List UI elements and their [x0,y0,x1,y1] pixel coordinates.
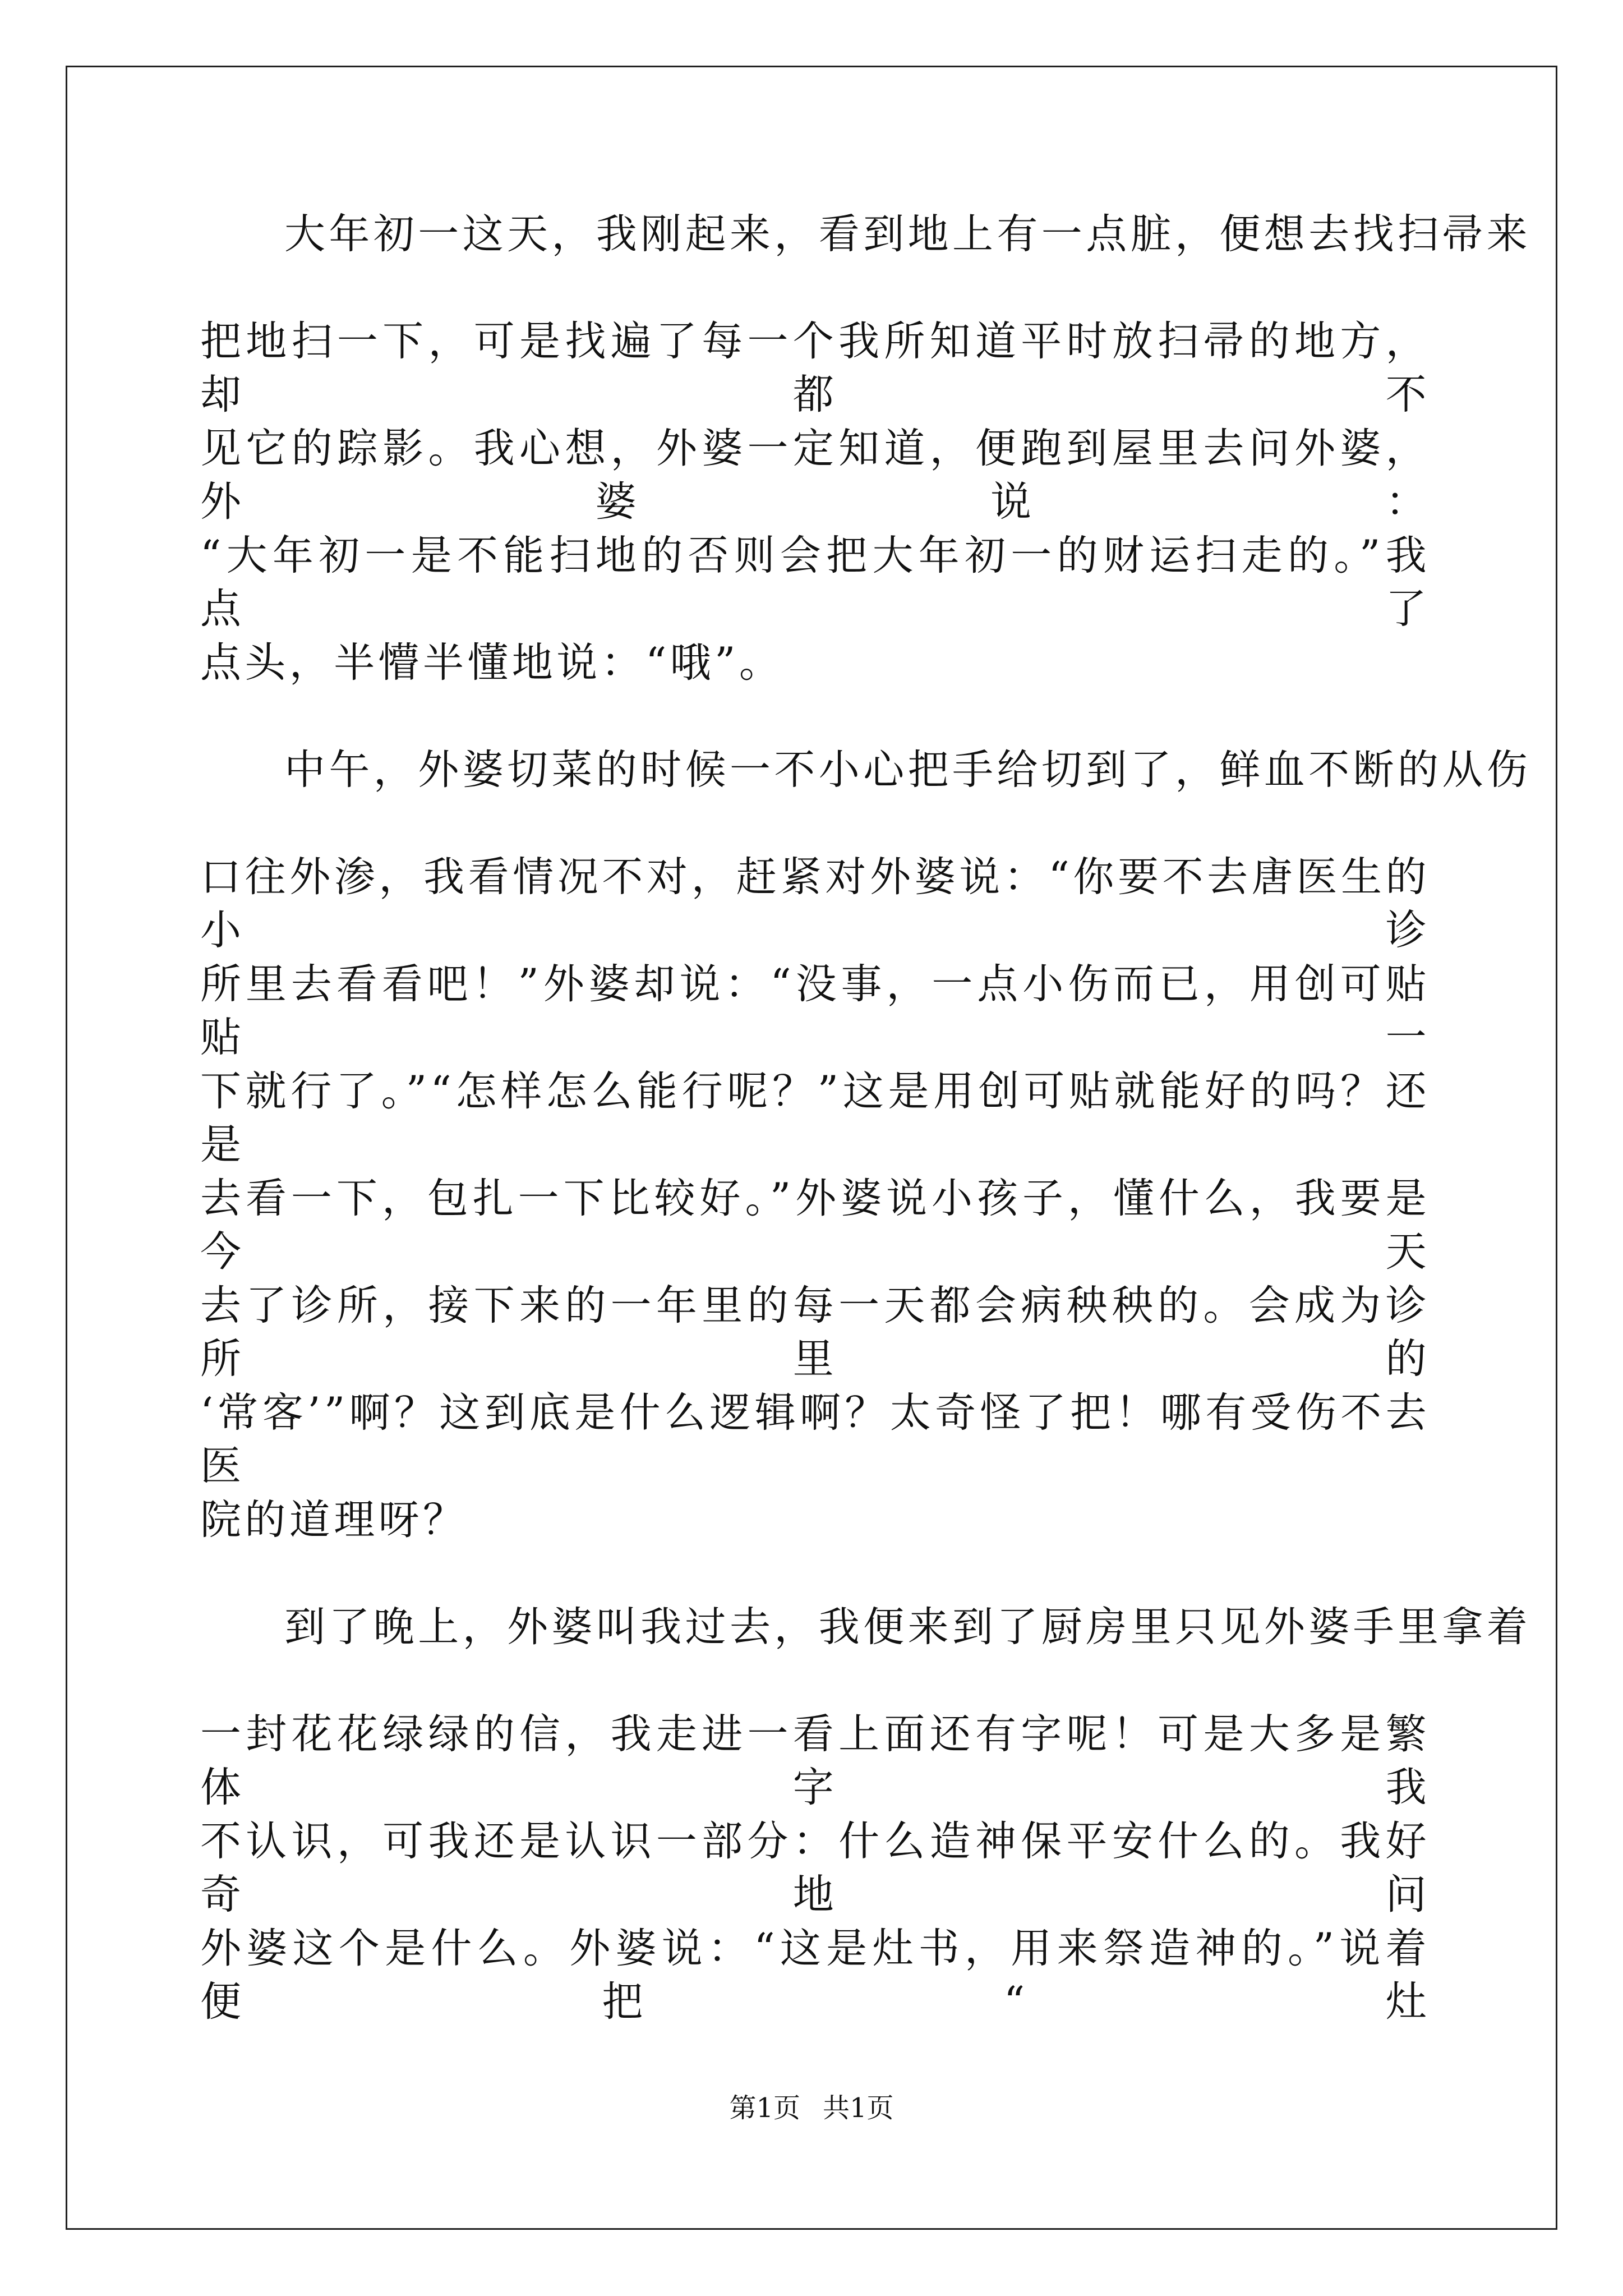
text-line-9: 下就行了。”“怎样怎么能行呢？”这是用创可贴就能好的吗？还是 [200,1068,1430,1168]
text-line-5: 点头，半懵半懂地说：“哦”。 [200,639,784,687]
text-line-15: 一封花花绿绿的信，我走进一看上面还有字呢！可是大多是繁体字我 [200,1710,1430,1811]
text-line-7: 口往外渗，我看情况不对，赶紧对外婆说：“你要不去唐医生的小诊 [200,853,1430,954]
text-line-10: 去看一下，包扎一下比较好。”外婆说小孩子，懂什么，我要是今天 [200,1175,1430,1276]
text-line-2: 把地扫一下，可是找遍了每一个我所知道平时放扫帚的地方，却都不 [200,318,1430,418]
text-line-8: 所里去看看吧！”外婆却说：“没事，一点小伤而已，用创可贴贴一 [200,960,1430,1061]
page-footer [0,2091,1623,2125]
page-total: 共1页 [823,2092,894,2124]
text-line-11: 去了诊所，接下来的一年里的每一天都会病秧秧的。会成为诊所里的 [200,1282,1430,1383]
page-number: 第1页 [729,2092,800,2124]
text-line-3: 见它的踪影。我心想，外婆一定知道，便跑到屋里去问外婆，外婆说： [200,425,1430,526]
text-line-6: 中午，外婆切菜的时候一不小心把手给切到了，鲜血不断的从伤 [284,746,1532,794]
text-line-17: 外婆这个是什么。外婆说：“这是灶书，用来祭造神的。”说着便把“灶 [200,1925,1430,2026]
text-line-13: 院的道理呀？ [200,1496,468,1544]
text-line-16: 不认识，可我还是认识一部分：什么造神保平安什么的。我好奇地问 [200,1818,1430,1918]
text-line-4: “大年初一是不能扫地的否则会把大年初一的财运扫走的。”我点了 [200,532,1430,633]
text-line-1: 大年初一这天，我刚起来，看到地上有一点脏，便想去找扫帚来 [284,210,1532,258]
text-line-14: 到了晚上，外婆叫我过去，我便来到了厨房里只见外婆手里拿着 [284,1603,1532,1651]
text-line-12: ‘常客’”啊？这到底是什么逻辑啊？太奇怪了把！哪有受伤不去医 [200,1389,1430,1490]
document-body [200,208,1532,2029]
